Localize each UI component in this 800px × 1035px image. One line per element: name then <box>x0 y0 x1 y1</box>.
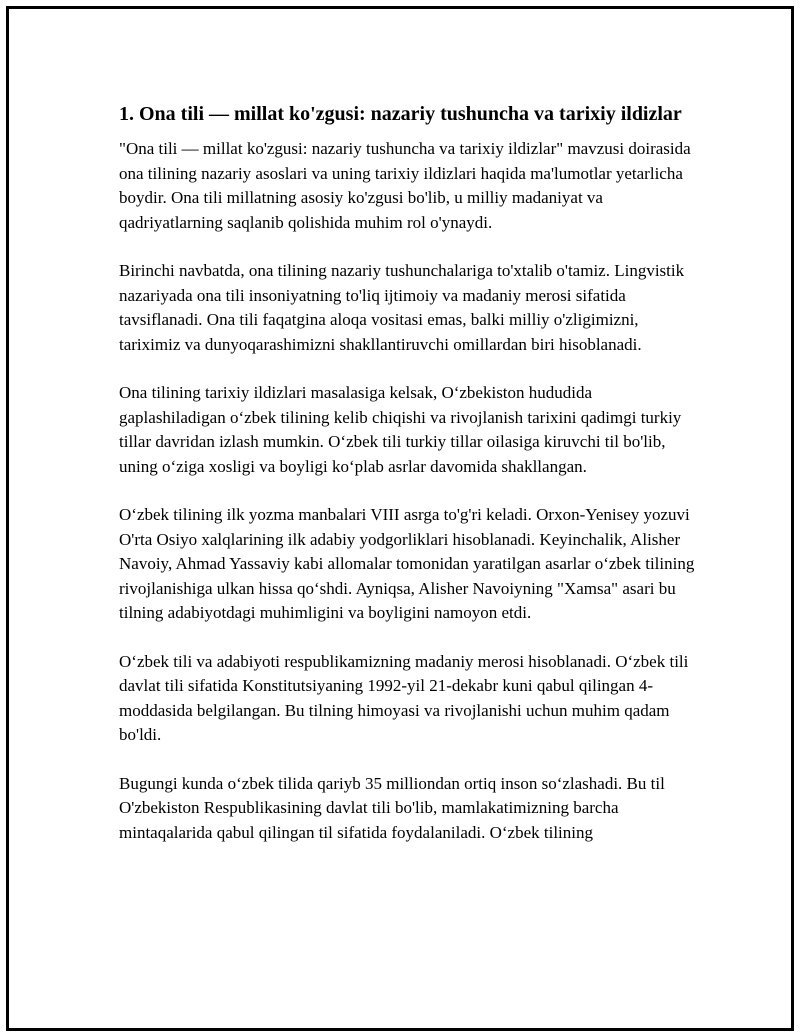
paragraph-2: Birinchi navbatda, ona tilining nazariy tushunchalariga to'xtalib o'tamiz. Lingvistik nazariyada ona tili insoniyatning to'liq ijtimoiy va madaniy merosi sifatida tavsiflanadi. Ona tili faqatgina aloqa vositasi emas, balki milliy o'zligimizni, tariximiz va dunyoqarashimizni shakllantiruvchi omillardan biri hisoblanadi. <box>119 261 685 354</box>
paragraph-5: O‘zbek tili va adabiyoti respublikamizning madaniy merosi hisoblanadi. O‘zbek tili davlat tili sifatida Konstitutsiyaning 1992-yil 21-dekabr kuni qabul qilingan 4-moddasida belgilangan. Bu tilning himoyasi va rivojlanishi uchun muhim qadam bo'ldi. <box>119 651 689 744</box>
paragraph-3: Ona tilining tarixiy ildizlari masalasiga kelsak, O‘zbekiston hududida gaplashiladigan o‘zbek tilining kelib chiqishi va rivojlanish tarixini qadimgi turkiy tillar davridan izlash mumkin. O‘zbek tili turkiy tillar oilasiga kiruvchi til bo'lib, uning o‘ziga xosligi va boyligi ko‘plab asrlar davomida shakllangan. <box>119 383 682 476</box>
document-body <box>119 101 699 869</box>
paragraph-6: Bugungi kunda o‘zbek tilida qariyb 35 milliondan ortiq inson so‘zlashadi. Bu til O'zbekiston Respublikasining davlat tili bo'lib, mamlakatimizning barcha mintaqalarida qabul qilingan til sifatida foydalaniladi. O‘zbek tilining <box>119 773 665 842</box>
paragraph-4: O‘zbek tilining ilk yozma manbalari VIII asrga to'g'ri keladi. Orxon-Yenisey yozuvi O'rta Osiyo xalqlarining ilk adabiy yodgorliklari hisoblanadi. Keyinchalik, Alisher Navoiy, Ahmad Yassaviy kabi allomalar tomonidan yaratilgan asarlar o‘zbek tilining rivojlanishiga ulkan hissa qo‘shdi. Ayniqsa, Alisher Navoiyning "Xamsa" asari bu tilning adabiyotdagi muhimligini va boyligini namoyon etdi. <box>119 505 695 622</box>
paragraph-1: "Ona tili — millat ko'zgusi: nazariy tushuncha va tarixiy ildizlar" mavzusi doirasida ona tilining nazariy asoslari va uning tarixiy ildizlari haqida ma'lumotlar yetarlicha boydir. Ona tili millatning asosiy ko'zgusi bo'lib, u milliy madaniyat va qadriyatlarning saqlanib qolishida muhim rol o'ynaydi. <box>119 139 691 232</box>
section-title: 1. Ona tili — millat ko'zgusi: nazariy tushuncha va tarixiy ildizlar <box>119 103 682 125</box>
page-frame <box>6 6 794 1031</box>
